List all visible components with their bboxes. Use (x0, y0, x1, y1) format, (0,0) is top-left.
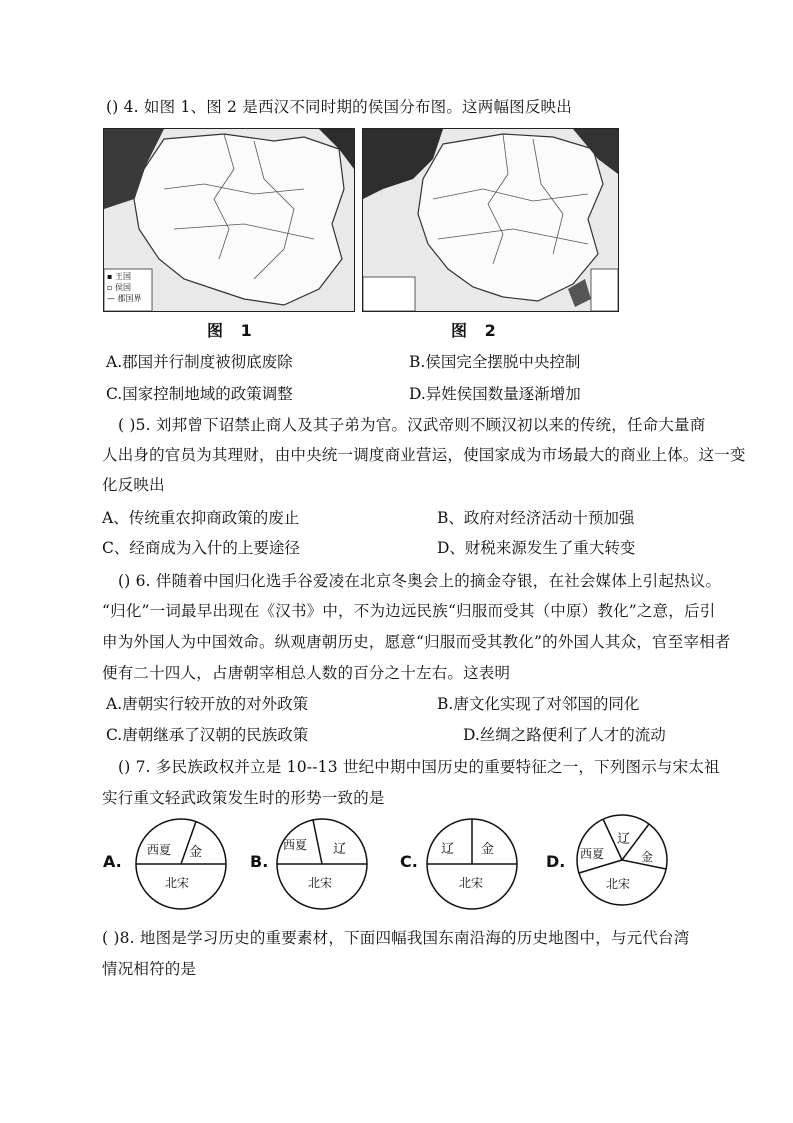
q7-pie-c[interactable] (425, 817, 519, 911)
map-2-drawing (363, 129, 618, 311)
pie-a-label-beisong: 北宋 (165, 876, 190, 890)
q5-stem-line: ( )5. 刘邦曾下诏禁止商人及其子弟为官。汉武帝则不顾汉初以来的传统，任命大量商 (118, 416, 706, 434)
pie-b-label-liao: 辽 (333, 842, 347, 857)
q6-stem-line: 便有二十四人，占唐朝宰相总人数的百分之十左右。这表明 (102, 664, 511, 682)
q7-option-c-letter[interactable]: C. (400, 852, 418, 871)
pie-d-label-xixia: 西夏 (580, 847, 605, 861)
figure-1-caption: 图 1 (207, 321, 258, 340)
q4-stem: () 4. 如图 1、图 2 是西汉不同时期的侯国分布图。这两幅图反映出 (106, 98, 572, 116)
q4-option-a[interactable]: A.郡国并行制度被彻底废除 (106, 353, 293, 371)
q6-option-d[interactable]: D.丝绸之路便利了人才的流动 (463, 726, 666, 744)
legend-item: — 郡国界 (107, 294, 142, 303)
q8-stem-line: 情况相符的是 (102, 960, 197, 978)
q4-option-b[interactable]: B.侯国完全摆脱中央控制 (409, 353, 581, 371)
pie-b-label-xixia: 西夏 (283, 838, 308, 852)
q7-stem-line: 实行重文轻武政策发生时的形势一致的是 (102, 789, 385, 807)
q7-option-d-letter[interactable]: D. (546, 852, 566, 871)
pie-d-label-beisong: 北宋 (606, 877, 631, 891)
pie-d-label-jin: 金 (641, 850, 654, 864)
q4-option-d[interactable]: D.异姓侯国数量逐渐增加 (409, 385, 581, 403)
pie-a-label-xixia: 西夏 (147, 843, 172, 857)
q6-option-c[interactable]: C.唐朝继承了汉朝的民族政策 (106, 726, 309, 744)
q5-option-b[interactable]: B、政府对经济活动十预加强 (437, 509, 635, 527)
pie-c-label-liao: 辽 (441, 842, 455, 857)
map-1-legend (107, 271, 142, 304)
pie-a-label-jin: 金 (189, 845, 203, 860)
legend-item: ▫ 侯国 (107, 283, 131, 292)
q6-option-b[interactable]: B.唐文化实现了对邻国的同化 (437, 695, 640, 713)
q7-pie-a[interactable] (134, 817, 228, 911)
q7-stem-line: () 7. 多民族政权并立是 10--13 世纪中期中国历史的重要特征之一，下列图示与宋太祖 (118, 758, 720, 776)
q6-option-a[interactable]: A.唐朝实行较开放的对外政策 (106, 695, 309, 713)
pie-d-label-liao: 辽 (617, 832, 631, 847)
pie-c-label-jin: 金 (481, 842, 495, 857)
q6-stem-line: “归化”一词最早出现在《汉书》中，不为边远民族“归服而受其（中原）教化”之意，后引 (102, 602, 716, 620)
q5-option-c[interactable]: C、经商成为入什的上要途径 (102, 539, 300, 557)
legend-item: ▪ 王国 (107, 272, 131, 281)
pie-b-label-beisong: 北宋 (308, 876, 333, 890)
pie-c-label-beisong: 北宋 (459, 876, 484, 890)
q5-option-a[interactable]: A、传统重农抑商政策的废止 (102, 509, 300, 527)
q6-stem-line: 申为外国人为中国效命。纵观唐朝历史，愿意“归服而受其教化”的外国人其众，官至宰相者 (102, 633, 731, 651)
map-figure-2 (362, 128, 619, 312)
q7-option-b-letter[interactable]: B. (250, 852, 269, 871)
q5-option-d[interactable]: D、财税来源发生了重大转变 (437, 539, 636, 557)
q7-option-a-letter[interactable]: A. (103, 852, 122, 871)
q8-stem-line: ( )8. 地图是学习历史的重要素材，下面四幅我国东南沿海的历史地图中，与元代台湾 (102, 929, 690, 947)
q6-stem-line: () 6. 伴随着中国归化选手谷爱凌在北京冬奥会上的摘金夺银，在社会媒体上引起热议。 (118, 572, 722, 590)
figure-2-caption: 图 2 (451, 321, 502, 340)
q5-stem-line: 化反映出 (102, 476, 165, 494)
q5-stem-line: 人出身的官员为其理财，由中央统一调度商业营运，使国家成为市场最大的商业上体。这一变 (102, 446, 746, 464)
q4-option-c[interactable]: C.国家控制地域的政策调整 (106, 385, 293, 403)
map-figure-1 (103, 128, 355, 312)
q7-pie-b[interactable] (275, 817, 369, 911)
